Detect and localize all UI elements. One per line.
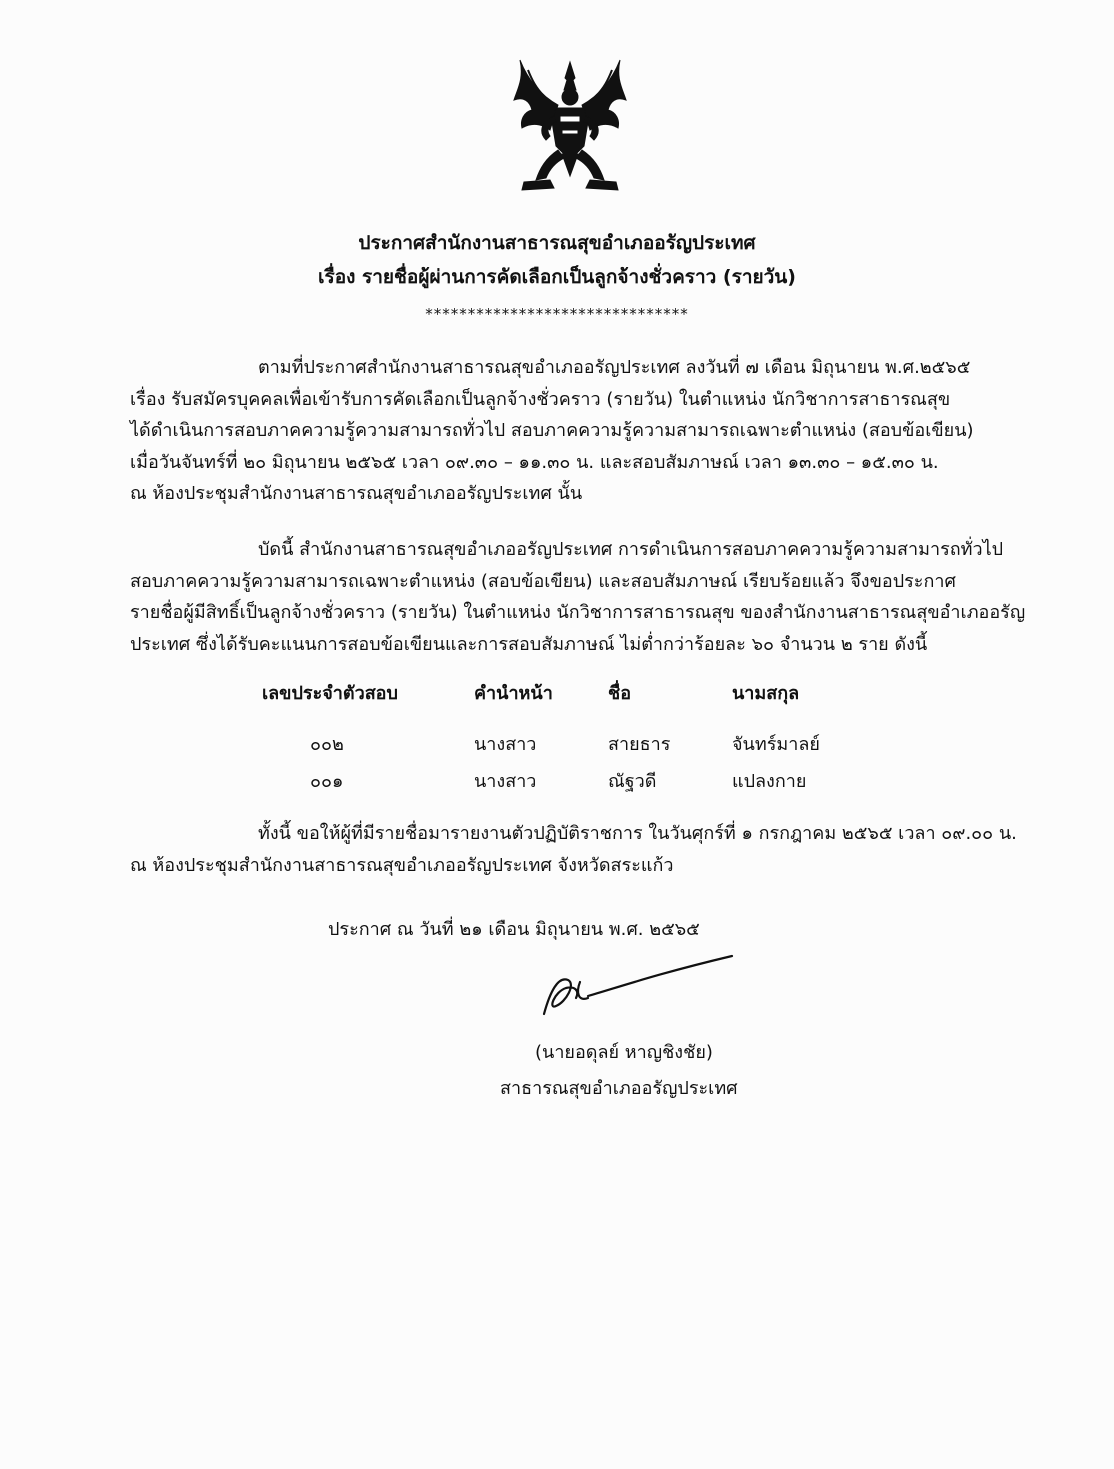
cell-exam-id: ๐๐๒ (310, 734, 344, 755)
signer-position: สาธารณสุขอำเภออรัญประเทศ (500, 1078, 738, 1099)
column-header-title: คำนำหน้า (474, 683, 553, 704)
title-divider: ******************************* (425, 305, 689, 323)
paragraph-line: ประเทศ ซึ่งได้รับคะแนนการสอบข้อเขียนและการสอบสัมภาษณ์ ไม่ต่ำกว่าร้อยละ ๖๐ จำนวน ๒ ราย ดังนี้ (130, 633, 928, 655)
paragraph-line: ได้ดำเนินการสอบภาคความรู้ความสามารถทั่วไป สอบภาคความรู้ความสามารถเฉพาะตำแหน่ง (สอบข้อเขียน) (130, 420, 974, 441)
column-header-last-name: นามสกุล (732, 683, 800, 704)
paragraph-line: สอบภาคความรู้ความสามารถเฉพาะตำแหน่ง (สอบข้อเขียน) และสอบสัมภาษณ์ เรียบร้อยแล้ว จึงขอประกาศ (130, 570, 956, 592)
paragraph-line: บัดนี้ สำนักงานสาธารณสุขอำเภออรัญประเทศ การดำเนินการสอบภาคความรู้ความสามารถทั่วไป (258, 539, 1004, 560)
signature-icon (536, 952, 736, 1022)
table-row (262, 725, 896, 762)
signer-name: (นายอดุลย์ หาญชิงชัย) (535, 1042, 713, 1063)
candidates-table (262, 678, 896, 799)
paragraph-line: ณ ห้องประชุมสำนักงานสาธารณสุขอำเภออรัญประเทศ นั้น (130, 483, 583, 504)
column-header-exam-id: เลขประจำตัวสอบ (262, 683, 398, 704)
paragraph-reporting (130, 818, 1020, 881)
cell-first-name: สายธาร (608, 734, 671, 755)
cell-exam-id: ๐๐๑ (310, 771, 344, 792)
cell-first-name: ณัฐวดี (608, 771, 657, 792)
paragraph-line: รายชื่อผู้มีสิทธิ์เป็นลูกจ้างชั่วคราว (รายวัน) ในตำแหน่ง นักวิชาการสาธารณสุข ของสำนักงานสาธารณสุขอำเภออรัญ (130, 602, 1026, 623)
paragraph-line: ตามที่ประกาศสำนักงานสาธารณสุขอำเภออรัญประเทศ ลงวันที่ ๗ เดือน มิถุนายน พ.ศ.๒๕๖๕ (258, 357, 971, 378)
table-header-row (262, 678, 896, 725)
paragraph-line: ณ ห้องประชุมสำนักงานสาธารณสุขอำเภออรัญประเทศ จังหวัดสระแก้ว (130, 854, 674, 876)
garuda-emblem-icon (510, 50, 630, 200)
document-subject: เรื่อง รายชื่อผู้ผ่านการคัดเลือกเป็นลูกจ้างชั่วคราว (รายวัน) (318, 266, 796, 288)
cell-title: นางสาว (474, 771, 537, 792)
column-header-first-name: ชื่อ (608, 683, 632, 704)
document-title: ประกาศสำนักงานสาธารณสุขอำเภออรัญประเทศ (358, 232, 756, 254)
cell-title: นางสาว (474, 734, 537, 755)
paragraph-line: ทั้งนี้ ขอให้ผู้ที่มีรายชื่อมารายงานตัวปฏิบัติราชการ ในวันศุกร์ที่ ๑ กรกฎาคม ๒๕๖๕ เวลา ๐๙.๐๐ น. (258, 823, 1017, 844)
paragraph-announcement (130, 534, 1026, 660)
announcement-date: ประกาศ ณ วันที่ ๒๑ เดือน มิถุนายน พ.ศ. ๒๕๖๕ (328, 919, 700, 940)
cell-last-name: แปลงกาย (732, 771, 807, 792)
cell-last-name: จันทร์มาลย์ (732, 734, 820, 755)
paragraph-line: เมื่อวันจันทร์ที่ ๒๐ มิถุนายน ๒๕๖๕ เวลา ๐๙.๓๐ – ๑๑.๓๐ น. และสอบสัมภาษณ์ เวลา ๑๓.๓๐ – ๑๕.๓๐ น. (130, 451, 939, 473)
paragraph-line: เรื่อง รับสมัครบุคคลเพื่อเข้ารับการคัดเลือกเป็นลูกจ้างชั่วคราว (รายวัน) ในตำแหน่ง นักวิชาการสาธารณสุข (130, 388, 951, 410)
paragraph-background (130, 352, 1020, 510)
table-row (262, 762, 896, 799)
